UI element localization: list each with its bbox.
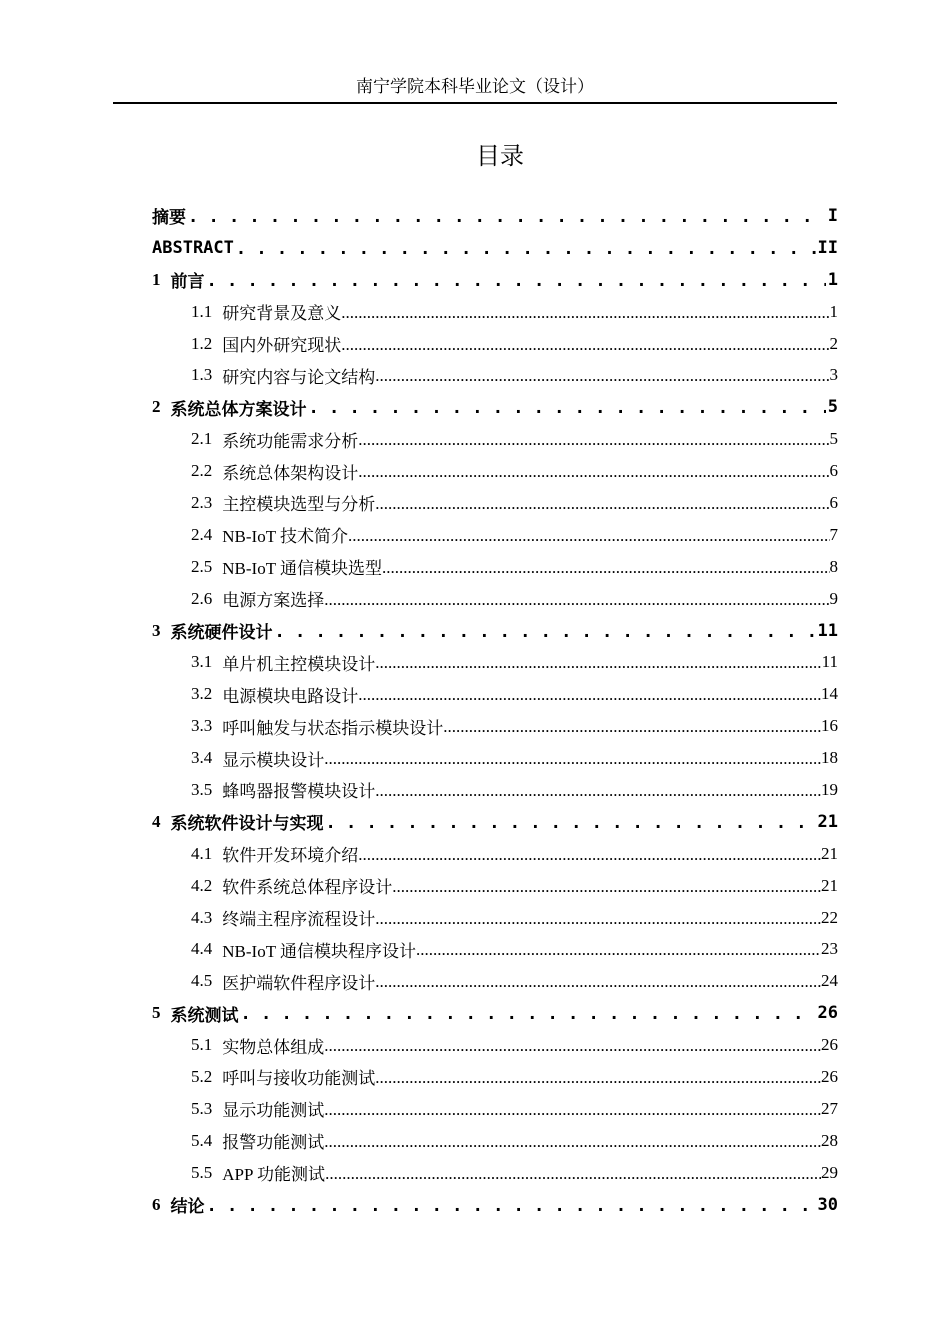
toc-entry[interactable]	[152, 455, 838, 487]
toc-entry-page-number: 18	[821, 748, 838, 768]
dot-leader	[348, 526, 829, 546]
dot-leader	[392, 877, 821, 897]
toc-entry-label: 系统功能需求分析	[222, 431, 359, 451]
toc-entry[interactable]	[152, 487, 838, 519]
toc-title: 目录	[476, 142, 524, 170]
toc-entry-page-number: 11	[817, 620, 838, 641]
toc-entry-number: 1	[152, 269, 161, 289]
toc-entry-page-number: 26	[821, 1035, 838, 1055]
toc-entry-number: 2.4	[191, 524, 213, 544]
toc-entry[interactable]	[152, 232, 838, 264]
toc-entry-label: 报警功能测试	[222, 1133, 325, 1153]
toc-entry-page-number: 27	[821, 1098, 838, 1118]
dot-leader	[382, 558, 829, 578]
toc-entry[interactable]	[152, 806, 838, 838]
dot-leader	[358, 845, 821, 865]
toc-entry-number: 2.1	[191, 429, 213, 449]
toc-entry-number: 4	[152, 811, 161, 831]
toc-entry[interactable]	[152, 710, 838, 742]
toc-entry-page-number: 8	[829, 556, 838, 576]
toc-entry-number: 5.1	[191, 1035, 213, 1055]
toc-entry-label: 系统总体方案设计	[170, 399, 307, 419]
toc-entry-number: 3.2	[191, 684, 213, 704]
toc-entry-page-number: 11	[821, 652, 838, 672]
toc-entry-number: 4.4	[191, 939, 213, 959]
toc-entry[interactable]	[152, 391, 838, 423]
toc-entry-number: 2.6	[191, 588, 213, 608]
toc-entry-number: 1.2	[191, 333, 213, 353]
toc-entry[interactable]	[152, 359, 838, 391]
toc-entry-number: 5.5	[191, 1162, 213, 1182]
toc-entry-page-number: 24	[821, 971, 838, 991]
toc-entry-label: 显示模块设计	[222, 750, 325, 770]
toc-entry[interactable]	[152, 264, 838, 296]
toc-entry[interactable]	[152, 328, 838, 360]
toc-entry-number: 4.1	[191, 843, 213, 863]
toc-entry-page-number: 30	[817, 1194, 838, 1215]
toc-entry-page-number: 23	[821, 939, 838, 959]
dot-leader	[324, 749, 821, 769]
toc-entry-number: 2.2	[191, 461, 213, 481]
toc-entry[interactable]	[152, 1093, 838, 1125]
toc-entry[interactable]	[152, 1157, 838, 1189]
toc-entry-label: APP 功能测试	[222, 1165, 326, 1185]
toc-entry[interactable]	[152, 1061, 838, 1093]
toc-entry-label: 前言	[170, 272, 205, 292]
toc-entry-label: 呼叫与接收功能测试	[222, 1069, 376, 1089]
toc-entry-number: 5.2	[191, 1066, 213, 1086]
dot-leader	[324, 1132, 821, 1152]
dot-leader	[275, 622, 816, 642]
toc-entry-number: 4.5	[191, 971, 213, 991]
toc-entry-page-number: 6	[829, 492, 838, 512]
toc-entry-page-number: 1	[827, 269, 838, 290]
toc-entry-page-number: 21	[821, 843, 838, 863]
toc-entry-number: 1.1	[191, 301, 213, 321]
dot-leader	[324, 590, 829, 610]
dot-leader	[358, 685, 821, 705]
toc-entry-page-number: 5	[827, 397, 838, 418]
toc-entry-number: 3.3	[191, 716, 213, 736]
page-header: 南宁学院本科毕业论文（设计）	[113, 72, 837, 104]
dot-leader	[236, 239, 816, 259]
dot-leader	[207, 1196, 816, 1216]
toc-entry-number: 3.1	[191, 652, 213, 672]
toc-entry-page-number: I	[827, 205, 838, 226]
dot-leader	[341, 303, 829, 323]
dot-leader	[443, 717, 821, 737]
toc-entry-label: 显示功能测试	[222, 1101, 325, 1121]
dot-leader	[324, 1036, 821, 1056]
toc-entry[interactable]	[152, 296, 838, 328]
toc-entry-label: 电源方案选择	[222, 591, 325, 611]
dot-leader	[375, 653, 821, 673]
dot-leader	[358, 462, 829, 482]
toc-entry-number: 4.3	[191, 907, 213, 927]
dot-leader	[375, 1068, 821, 1088]
toc-entry-number: 2	[152, 397, 161, 417]
toc-entry-number: 5.3	[191, 1098, 213, 1118]
toc-entry-number: 1.3	[191, 365, 213, 385]
toc-entry[interactable]	[152, 965, 838, 997]
toc-entry[interactable]	[152, 423, 838, 455]
toc-entry[interactable]	[152, 678, 838, 710]
toc-entry-page-number: 9	[829, 588, 838, 608]
toc-entry-number: 5.4	[191, 1130, 213, 1150]
toc-entry-label: 蜂鸣器报警模块设计	[222, 782, 376, 802]
toc-entry-page-number: 22	[821, 907, 838, 927]
toc-entry[interactable]	[152, 1029, 838, 1061]
toc-entry-label: NB-IoT 通信模块程序设计	[222, 941, 417, 961]
dot-leader	[309, 398, 826, 418]
toc-entry-page-number: II	[817, 237, 838, 258]
toc-entry[interactable]	[152, 1189, 838, 1221]
toc-entry-label: 系统软件设计与实现	[170, 814, 324, 834]
dot-leader	[375, 781, 821, 801]
dot-leader	[416, 940, 821, 960]
toc-entry-page-number: 1	[829, 301, 838, 321]
toc-entry[interactable]	[152, 742, 838, 774]
toc-entry-label: 国内外研究现状	[222, 336, 342, 355]
toc-entry[interactable]	[152, 997, 838, 1029]
toc-entry-label: 软件系统总体程序设计	[222, 878, 393, 898]
toc-entry[interactable]	[152, 838, 838, 870]
toc-entry-number: 2.3	[191, 492, 213, 512]
toc-entry-label: 软件开发环境介绍	[222, 846, 359, 866]
dot-leader	[188, 207, 826, 227]
dot-leader	[241, 1004, 816, 1024]
toc-entry-label: 单片机主控模块设计	[222, 654, 376, 674]
table-of-contents	[152, 200, 838, 1221]
toc-entry-label: 研究背景及意义	[222, 304, 342, 324]
toc-entry-page-number: 5	[829, 429, 838, 449]
toc-entry-page-number: 26	[821, 1066, 838, 1086]
toc-entry-number: 6	[152, 1194, 161, 1214]
toc-entry-label: ABSTRACT	[152, 237, 234, 258]
toc-entry-label: 研究内容与论文结构	[222, 367, 376, 387]
toc-entry-number: 4.2	[191, 875, 213, 895]
toc-entry-page-number: 14	[821, 684, 838, 704]
toc-entry-page-number: 19	[821, 779, 838, 799]
toc-entry-page-number: 21	[817, 811, 838, 832]
dot-leader	[375, 972, 821, 992]
toc-entry-label: NB-IoT 技术简介	[222, 527, 349, 547]
toc-entry[interactable]	[152, 902, 838, 934]
toc-entry-label: NB-IoT 通信模块选型	[222, 559, 383, 579]
toc-entry-number: 3.4	[191, 748, 213, 768]
toc-entry[interactable]	[152, 646, 838, 678]
toc-entry-label: 结论	[170, 1197, 205, 1217]
toc-entry-label: 主控模块选型与分析	[222, 495, 376, 515]
dot-leader	[375, 909, 821, 929]
toc-entry[interactable]	[152, 933, 838, 965]
toc-entry-number: 5	[152, 1003, 161, 1023]
toc-entry-page-number: 28	[821, 1130, 838, 1150]
toc-entry-page-number: 7	[829, 524, 838, 544]
toc-entry-page-number: 3	[829, 365, 838, 385]
toc-entry[interactable]	[152, 519, 838, 551]
toc-entry-label: 终端主程序流程设计	[222, 910, 376, 930]
dot-leader	[375, 494, 829, 514]
toc-entry-page-number: 26	[817, 1003, 838, 1024]
toc-entry-page-number: 29	[821, 1162, 838, 1182]
dot-leader	[207, 271, 826, 291]
toc-entry-label: 系统总体架构设计	[222, 463, 359, 483]
toc-entry[interactable]	[152, 583, 838, 615]
toc-entry-label: 医护端软件程序设计	[222, 973, 376, 993]
toc-entry[interactable]	[152, 870, 838, 902]
toc-entry[interactable]	[152, 200, 838, 232]
toc-entry[interactable]	[152, 551, 838, 583]
toc-entry-page-number: 21	[821, 875, 838, 895]
toc-entry-label: 系统测试	[170, 1005, 239, 1025]
toc-entry-label: 系统硬件设计	[170, 623, 273, 643]
toc-entry-number: 3	[152, 620, 161, 640]
toc-entry-label: 呼叫触发与状态指示模块设计	[222, 718, 444, 738]
toc-entry-number: 3.5	[191, 779, 213, 799]
toc-entry[interactable]	[152, 1125, 838, 1157]
toc-entry-page-number: 6	[829, 461, 838, 481]
toc-entry-label: 摘要	[152, 208, 186, 228]
toc-entry[interactable]	[152, 615, 838, 647]
toc-entry-label: 电源模块电路设计	[222, 686, 359, 706]
toc-entry-number: 2.5	[191, 556, 213, 576]
dot-leader	[358, 430, 829, 450]
dot-leader	[324, 1100, 821, 1120]
toc-entry-page-number: 2	[829, 333, 838, 353]
dot-leader	[341, 335, 829, 355]
dot-leader	[375, 366, 829, 386]
toc-entry-page-number: 16	[821, 716, 838, 736]
toc-entry[interactable]	[152, 774, 838, 806]
toc-entry-label: 实物总体组成	[222, 1037, 325, 1057]
dot-leader	[325, 1164, 821, 1184]
dot-leader	[326, 813, 816, 833]
